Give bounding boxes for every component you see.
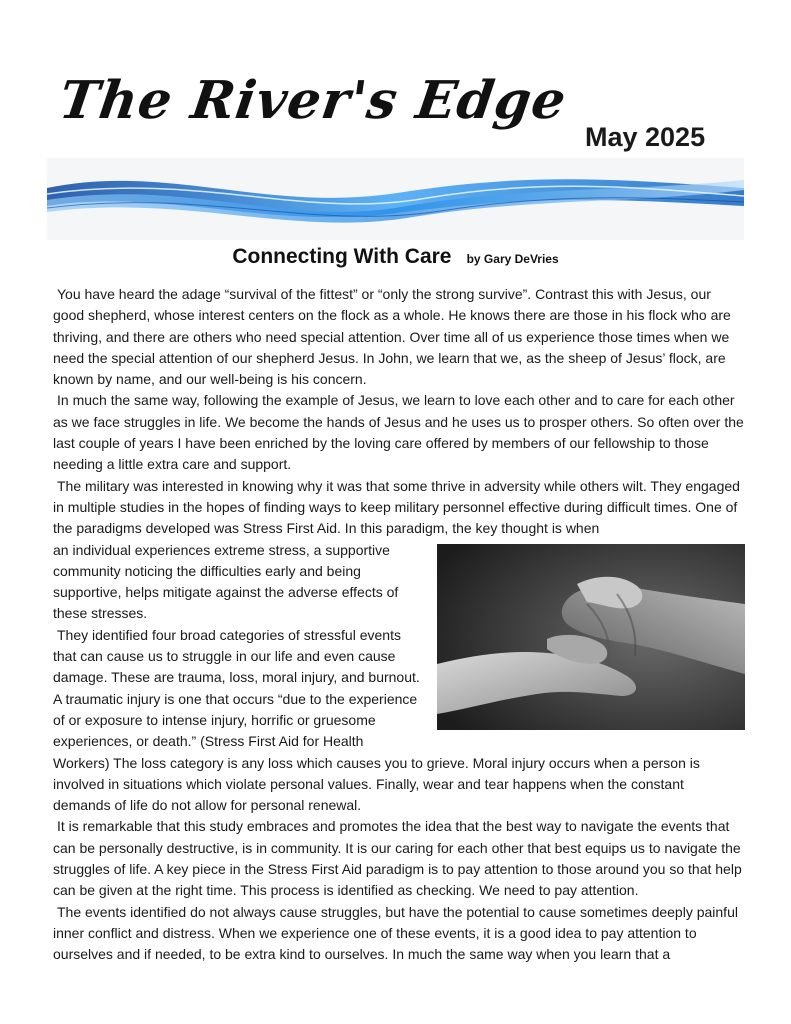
article-byline: by Gary DeVries bbox=[466, 252, 559, 266]
article-paragraph: They identified four broad categories of stressful events that can cause us to struggle in our life and even cause damage. These are trauma, loss, moral injury, and burnout. A traumatic injury is one that occurs “due to the experience of or exposure to intense injury, horrific or gruesome experiences, or death.” (Stress First Aid for Health Workers) The loss category is any loss which causes you to grieve. Moral injury occurs when a person is involved in situations which violate personal values. Finally, wear and tear happens when the constant demands of life do not allow for personal renewal. bbox=[53, 626, 700, 814]
holding-hands-photo bbox=[437, 544, 745, 730]
article-header bbox=[0, 245, 791, 269]
article-paragraph: an individual experiences extreme stress, a supportive community noticing the difficulties early and being supportive, helps mitigate against the adverse effects of these stresses. bbox=[53, 541, 399, 622]
article-paragraph: It is remarkable that this study embraces and promotes the idea that the best way to navigate the events that can be personally destructive, is in community. It is our caring for each other that best equips us to navigate the struggles of life. A key piece in the Stress First Aid paradigm is to pay attention to those around you so that help can be given at the right time. This process is identified as checking. We need to pay attention. bbox=[53, 818, 742, 899]
wave-banner-graphic bbox=[47, 158, 744, 240]
article-headline: Connecting With Care bbox=[232, 245, 452, 268]
article-paragraph: You have heard the adage “survival of the fittest” or “only the strong survive”. Contrast this with Jesus, our good shepherd, whose interest centers on the flock as a whole. He knows there are those in his flock who are thriving, and there are others who need special attention. Over time all of us experience those times when we need the special attention of our shepherd Jesus. In John, we learn that we, as the sheep of Jesus’ flock, are known by name, and our well-being is his concern. bbox=[53, 286, 731, 388]
issue-date: May 2025 bbox=[585, 122, 706, 152]
article-paragraph: The events identified do not always cause struggles, but have the potential to cause sometimes deeply painful inner conflict and distress. When we experience one of these events, it is a good idea to pay attention to ourselves and if needed, to be extra kind to ourselves. In much the same way when you learn that a bbox=[53, 903, 738, 963]
masthead-title: The River's Edge bbox=[55, 70, 571, 131]
article-body bbox=[53, 284, 745, 966]
article-paragraph: In much the same way, following the example of Jesus, we learn to love each other and to care for each other as we face struggles in life. We become the hands of Jesus and he uses us to prosper others. So often over the last couple of years I have been enriched by the loving care offered by members of our fellowship to those needing a little extra care and support. bbox=[53, 392, 744, 473]
article-paragraph: The military was interested in knowing why it was that some thrive in adversity while others wilt. They engaged in multiple studies in the hopes of finding ways to keep military personnel effective during difficult times. One of the paradigms developed was Stress First Aid. In this paradigm, the key thought is when bbox=[53, 477, 740, 537]
